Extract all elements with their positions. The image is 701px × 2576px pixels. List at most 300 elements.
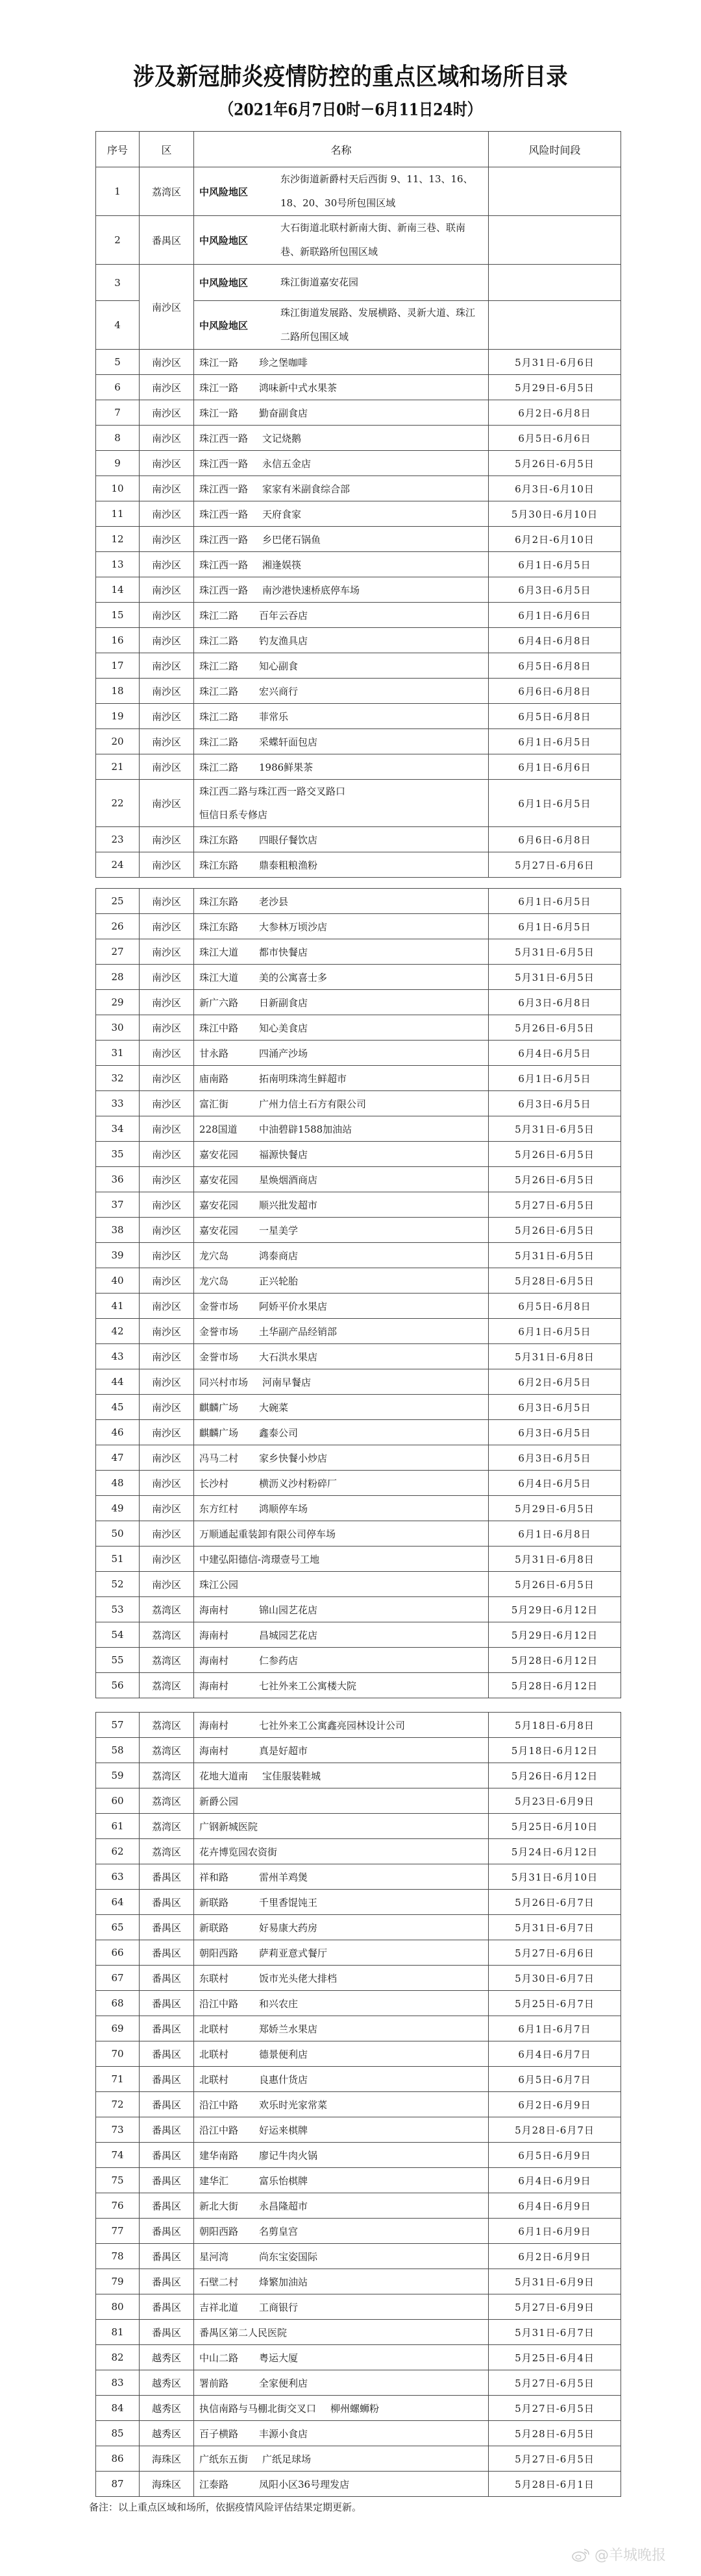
road-name: 珠江二路 xyxy=(199,736,239,748)
row-name xyxy=(194,476,489,501)
place-name: 良惠什货店 xyxy=(259,2073,308,2086)
document-subtitle: （2021年6月7日0时－6月11日24时） xyxy=(219,100,482,120)
row-name xyxy=(194,2396,489,2421)
row-district: 越秀区 xyxy=(140,2396,194,2421)
row-no: 40 xyxy=(96,1268,140,1294)
row-period: 5月29日-6月5日 xyxy=(489,375,621,400)
row-name xyxy=(194,400,489,426)
table-row xyxy=(96,476,621,501)
row-name xyxy=(194,1763,489,1788)
road-name: 麒麟广场 xyxy=(199,1426,239,1439)
row-no: 63 xyxy=(96,1864,140,1890)
table-row xyxy=(96,1915,621,1940)
table-row xyxy=(96,1839,621,1864)
row-period: 5月31日-6月7日 xyxy=(489,1915,621,1940)
road-name: 珠江二路 xyxy=(199,761,239,773)
row-period: 5月23日-6月9日 xyxy=(489,1788,621,1814)
row-name xyxy=(194,1066,489,1091)
row-period: 6月2日-6月10日 xyxy=(489,527,621,552)
place-name: 顺兴批发超市 xyxy=(259,1199,318,1211)
road-name: 珠江二路 xyxy=(199,660,239,672)
row-name xyxy=(194,1294,489,1319)
row-district: 南沙区 xyxy=(140,754,194,780)
row-district: 番禺区 xyxy=(140,1966,194,1991)
row-period: 6月5日-6月6日 xyxy=(489,426,621,451)
place-name: 四涌产沙场 xyxy=(259,1047,308,1059)
row-name xyxy=(194,729,489,754)
road-name: 珠江一路 xyxy=(199,356,239,368)
table-row xyxy=(96,1369,621,1395)
table-row xyxy=(96,426,621,451)
table-row xyxy=(96,729,621,754)
row-period xyxy=(489,216,621,265)
place-name: 乡巴佬石锅鱼 xyxy=(262,533,321,546)
row-period: 5月29日-6月5日 xyxy=(489,1496,621,1521)
road-name: 花地大道南 xyxy=(199,1770,249,1782)
row-district: 番禺区 xyxy=(140,1915,194,1940)
row-period: 6月3日-6月5日 xyxy=(489,1395,621,1420)
row-district: 南沙区 xyxy=(140,628,194,653)
header-name: 名称 xyxy=(194,132,489,167)
row-no: 7 xyxy=(96,400,140,426)
row-district: 番禺区 xyxy=(140,2320,194,2345)
place-name: 郑娇兰水果店 xyxy=(259,2023,318,2035)
row-name xyxy=(194,852,489,878)
table-row xyxy=(96,1991,621,2016)
row-period: 5月26日-6月5日 xyxy=(489,1218,621,1243)
road-name: 执信南路与马棚北街交叉口 xyxy=(199,2402,317,2414)
table-row xyxy=(96,1814,621,1839)
table-row xyxy=(96,400,621,426)
row-name xyxy=(194,1991,489,2016)
risk-level: 中风险地区 xyxy=(199,186,249,198)
place-name: 七社外来工公寓楼大院 xyxy=(259,1679,357,1692)
row-district: 南沙区 xyxy=(140,1572,194,1597)
row-no: 3 xyxy=(96,265,140,301)
place-name: 家乡快餐小炒店 xyxy=(259,1452,328,1464)
row-district: 南沙区 xyxy=(140,914,194,939)
place-name: 永昌隆超市 xyxy=(259,2200,308,2212)
row-no: 29 xyxy=(96,990,140,1015)
row-no: 84 xyxy=(96,2396,140,2421)
row-period: 5月31日-6月7日 xyxy=(489,2320,621,2345)
table-row xyxy=(96,265,621,301)
row-name xyxy=(194,501,489,527)
row-name xyxy=(194,1015,489,1041)
row-district: 南沙区 xyxy=(140,1041,194,1066)
road-name: 花卉博览园农资街 xyxy=(199,1846,278,1858)
places-table-page-1 xyxy=(95,131,621,878)
row-name xyxy=(194,1648,489,1673)
row-name xyxy=(194,1738,489,1763)
row-name xyxy=(194,1788,489,1814)
row-name xyxy=(194,1673,489,1698)
row-district: 南沙区 xyxy=(140,827,194,852)
place-name: 全家便利店 xyxy=(259,2377,308,2389)
row-no: 20 xyxy=(96,729,140,754)
row-district: 南沙区 xyxy=(140,1243,194,1268)
road-name: 长沙村 xyxy=(199,1477,229,1489)
place-name: 知心美食店 xyxy=(259,1022,308,1034)
row-name xyxy=(194,780,489,827)
table-row xyxy=(96,990,621,1015)
road-name: 珠江一路 xyxy=(199,407,239,419)
row-no: 45 xyxy=(96,1395,140,1420)
table-row xyxy=(96,1420,621,1445)
table-row xyxy=(96,1763,621,1788)
row-period: 5月31日-6月5日 xyxy=(489,1243,621,1268)
row-district: 荔湾区 xyxy=(140,1622,194,1648)
road-name: 广钢新城医院 xyxy=(199,1820,258,1833)
row-period: 6月1日-6月9日 xyxy=(489,2219,621,2244)
row-no: 54 xyxy=(96,1622,140,1648)
place-name: 富乐怡棋牌 xyxy=(259,2174,308,2187)
row-period: 5月27日-6月5日 xyxy=(489,1192,621,1218)
row-district: 南沙区 xyxy=(140,1066,194,1091)
road-name: 星河湾 xyxy=(199,2250,229,2263)
row-no: 77 xyxy=(96,2219,140,2244)
place-name: 勤奋副食店 xyxy=(259,407,308,419)
row-name xyxy=(194,1116,489,1142)
table-row xyxy=(96,2320,621,2345)
road-name: 海南村 xyxy=(199,1604,229,1616)
place-name: 家家有米副食综合部 xyxy=(262,483,350,495)
table-row xyxy=(96,1622,621,1648)
table-row xyxy=(96,552,621,577)
places-table-page-3 xyxy=(95,1712,621,2497)
place-name: 老沙县 xyxy=(259,895,289,908)
road-name: 新北大街 xyxy=(199,2200,239,2212)
row-period: 5月25日-6月7日 xyxy=(489,1991,621,2016)
row-no: 43 xyxy=(96,1344,140,1369)
row-name xyxy=(194,603,489,628)
row-district: 番禺区 xyxy=(140,1864,194,1890)
row-no: 38 xyxy=(96,1218,140,1243)
place-name: 宏兴商行 xyxy=(259,685,299,697)
row-period: 6月2日-6月8日 xyxy=(489,400,621,426)
road-name: 北联村 xyxy=(199,2048,229,2060)
place-name: 恒信日系专修店 xyxy=(199,809,268,821)
row-district: 番禺区 xyxy=(140,1991,194,2016)
row-period: 6月5日-6月9日 xyxy=(489,2143,621,2168)
row-period: 5月28日-6月1日 xyxy=(489,2472,621,2497)
row-no: 28 xyxy=(96,965,140,990)
row-district: 南沙区 xyxy=(140,451,194,476)
road-name: 嘉安花园 xyxy=(199,1224,239,1236)
row-name xyxy=(194,965,489,990)
row-period: 6月1日-6月5日 xyxy=(489,729,621,754)
row-no: 10 xyxy=(96,476,140,501)
table-row xyxy=(96,167,621,216)
table-row xyxy=(96,1864,621,1890)
table-row xyxy=(96,2193,621,2219)
row-name xyxy=(194,1496,489,1521)
row-period xyxy=(489,167,621,216)
row-name xyxy=(194,2168,489,2193)
row-name xyxy=(194,2320,489,2345)
row-district: 海珠区 xyxy=(140,2472,194,2497)
watermark-text: @羊城晚报 xyxy=(595,2547,667,2564)
row-district: 番禺区 xyxy=(140,1940,194,1966)
place-name: 粤运大厦 xyxy=(259,2352,299,2364)
row-no: 32 xyxy=(96,1066,140,1091)
row-period: 5月26日-6月5日 xyxy=(489,1572,621,1597)
row-name xyxy=(194,1344,489,1369)
place-name: 雷州羊鸡煲 xyxy=(259,1871,308,1883)
place-name: 尚东宝姿国际 xyxy=(259,2250,318,2263)
road-name: 石壁二村 xyxy=(199,2276,239,2288)
row-district: 番禺区 xyxy=(140,2294,194,2320)
row-no: 81 xyxy=(96,2320,140,2345)
row-district: 南沙区 xyxy=(140,375,194,400)
row-period: 6月1日-6月6日 xyxy=(489,603,621,628)
place-name: 柳州螺蛳粉 xyxy=(330,2402,380,2414)
row-period: 6月1日-6月5日 xyxy=(489,1319,621,1344)
table-row xyxy=(96,827,621,852)
row-district: 南沙区 xyxy=(140,1420,194,1445)
row-no: 75 xyxy=(96,2168,140,2193)
row-name xyxy=(194,216,489,265)
row-name xyxy=(194,1167,489,1192)
place-name: 大碗菜 xyxy=(259,1401,289,1414)
row-no: 39 xyxy=(96,1243,140,1268)
table-row xyxy=(96,1966,621,1991)
road-name: 嘉安花园 xyxy=(199,1148,239,1161)
row-name xyxy=(194,301,489,350)
row-name xyxy=(194,1041,489,1066)
road-name: 东联村 xyxy=(199,1972,229,1984)
row-period: 5月26日-6月7日 xyxy=(489,1890,621,1915)
row-period: 5月26日-6月12日 xyxy=(489,1763,621,1788)
row-district: 荔湾区 xyxy=(140,1673,194,1698)
row-period: 6月1日-6月5日 xyxy=(489,552,621,577)
row-no: 69 xyxy=(96,2016,140,2041)
row-district: 南沙区 xyxy=(140,476,194,501)
row-no: 34 xyxy=(96,1116,140,1142)
table-row xyxy=(96,1445,621,1471)
table-row xyxy=(96,628,621,653)
place-name: 烽繁加油站 xyxy=(259,2276,308,2288)
row-district: 南沙区 xyxy=(140,889,194,914)
row-no: 72 xyxy=(96,2092,140,2117)
row-district: 南沙区 xyxy=(140,501,194,527)
row-no: 5 xyxy=(96,350,140,375)
row-period: 5月29日-6月12日 xyxy=(489,1597,621,1622)
row-name xyxy=(194,265,489,301)
row-name xyxy=(194,2092,489,2117)
row-no: 62 xyxy=(96,1839,140,1864)
row-name xyxy=(194,1268,489,1294)
row-district: 荔湾区 xyxy=(140,1738,194,1763)
row-name xyxy=(194,527,489,552)
row-no: 16 xyxy=(96,628,140,653)
risk-area-desc: 大石街道北联村新南大街、新南三巷、联南巷、新联路所包围区域 xyxy=(280,222,466,258)
place-name: 好运来棋牌 xyxy=(259,2124,308,2136)
row-period: 6月6日-6月8日 xyxy=(489,827,621,852)
row-period: 5月28日-6月12日 xyxy=(489,1673,621,1698)
row-period: 6月2日-6月9日 xyxy=(489,2244,621,2269)
row-period: 6月3日-6月5日 xyxy=(489,1445,621,1471)
row-district: 南沙区 xyxy=(140,1192,194,1218)
road-name: 珠江东路 xyxy=(199,834,239,846)
row-district: 南沙区 xyxy=(140,939,194,965)
place-name: 永信五金店 xyxy=(262,457,312,470)
row-no: 71 xyxy=(96,2067,140,2092)
road-name: 同兴村市场 xyxy=(199,1376,249,1388)
table-row xyxy=(96,1192,621,1218)
road-name: 珠江西二路与珠江西一路交叉路口 xyxy=(199,786,346,797)
row-period: 6月2日-6月9日 xyxy=(489,2092,621,2117)
table-row xyxy=(96,1116,621,1142)
table-header-row xyxy=(96,132,621,167)
row-district: 番禺区 xyxy=(140,2269,194,2294)
row-period: 5月27日-6月5日 xyxy=(489,2446,621,2472)
row-period: 6月4日-6月7日 xyxy=(489,2041,621,2067)
row-name xyxy=(194,1915,489,1940)
row-period: 5月26日-6月5日 xyxy=(489,1142,621,1167)
row-name xyxy=(194,1890,489,1915)
table-row xyxy=(96,527,621,552)
road-name: 金誉市场 xyxy=(199,1325,239,1338)
row-district: 番禺区 xyxy=(140,2016,194,2041)
table-row xyxy=(96,1890,621,1915)
road-name: 海南村 xyxy=(199,1654,229,1667)
place-name: 欢乐时光家常菜 xyxy=(259,2099,328,2111)
place-name: 土华副产品经销部 xyxy=(259,1325,338,1338)
row-period: 5月31日-6月6日 xyxy=(489,350,621,375)
place-name: 仁参药店 xyxy=(259,1654,299,1667)
row-district: 番禺区 xyxy=(140,2193,194,2219)
row-period: 5月31日-6月10日 xyxy=(489,1864,621,1890)
table-row xyxy=(96,754,621,780)
row-period xyxy=(489,265,621,301)
road-name: 珠江中路 xyxy=(199,1022,239,1034)
place-name: 菲常乐 xyxy=(259,710,289,723)
row-name xyxy=(194,2041,489,2067)
risk-area-desc: 东沙街道新爵村天后西街 9、11、13、16、 18、20、30号所包围区域 xyxy=(280,173,473,209)
row-name xyxy=(194,754,489,780)
place-name: 和兴农庄 xyxy=(259,1997,299,2010)
table-row xyxy=(96,1597,621,1622)
row-no: 26 xyxy=(96,914,140,939)
table-row xyxy=(96,1648,621,1673)
row-no: 27 xyxy=(96,939,140,965)
row-period: 5月29日-6月12日 xyxy=(489,1622,621,1648)
road-name: 东方红村 xyxy=(199,1502,239,1515)
table-row xyxy=(96,375,621,400)
road-name: 珠江西一路 xyxy=(199,432,249,444)
row-period: 6月1日-6月7日 xyxy=(489,2016,621,2041)
row-period: 5月27日-6月9日 xyxy=(489,2294,621,2320)
row-name xyxy=(194,939,489,965)
place-name: 日新副食店 xyxy=(259,996,308,1009)
road-name: 珠江西一路 xyxy=(199,483,249,495)
row-no: 56 xyxy=(96,1673,140,1698)
row-name xyxy=(194,2446,489,2472)
row-period: 5月18日-6月8日 xyxy=(489,1713,621,1738)
row-name xyxy=(194,2067,489,2092)
row-name xyxy=(194,704,489,729)
place-name: 鸿泰商店 xyxy=(259,1249,299,1262)
risk-level: 中风险地区 xyxy=(199,319,249,331)
row-name xyxy=(194,679,489,704)
row-period: 5月27日-6月5日 xyxy=(489,2370,621,2396)
row-name xyxy=(194,2294,489,2320)
row-district: 荔湾区 xyxy=(140,1788,194,1814)
row-district: 南沙区 xyxy=(140,426,194,451)
road-name: 金誉市场 xyxy=(199,1300,239,1312)
row-district: 越秀区 xyxy=(140,2345,194,2370)
place-name: 福源快餐店 xyxy=(259,1148,308,1161)
table-row xyxy=(96,577,621,603)
row-period: 6月3日-6月10日 xyxy=(489,476,621,501)
place-name: 湘逢娱筷 xyxy=(262,559,302,571)
row-district: 南沙区 xyxy=(140,780,194,827)
road-name: 广纸东五街 xyxy=(199,2453,249,2465)
table-row xyxy=(96,1294,621,1319)
row-name xyxy=(194,1471,489,1496)
places-table-page-2 xyxy=(95,888,621,1698)
road-name: 珠江东路 xyxy=(199,895,239,908)
row-name xyxy=(194,653,489,679)
row-period: 6月4日-6月5日 xyxy=(489,1041,621,1066)
row-period: 5月18日-6月12日 xyxy=(489,1738,621,1763)
table-row xyxy=(96,603,621,628)
place-name: 正兴轮胎 xyxy=(259,1275,299,1287)
road-name: 珠江一路 xyxy=(199,381,239,394)
road-name: 朝阳西路 xyxy=(199,1947,239,1959)
row-district: 越秀区 xyxy=(140,2421,194,2446)
road-name: 珠江东路 xyxy=(199,921,239,933)
row-period: 5月31日-6月5日 xyxy=(489,1116,621,1142)
road-name: 署前路 xyxy=(199,2377,229,2389)
row-name xyxy=(194,1369,489,1395)
place-name: 鼎泰粗粮渔粉 xyxy=(259,859,318,871)
row-no: 60 xyxy=(96,1788,140,1814)
table-row xyxy=(96,216,621,265)
row-no: 42 xyxy=(96,1319,140,1344)
place-name: 廖记牛肉火锅 xyxy=(259,2149,318,2161)
row-district: 番禺区 xyxy=(140,2143,194,2168)
row-period: 6月5日-6月8日 xyxy=(489,1294,621,1319)
row-name xyxy=(194,375,489,400)
row-no: 82 xyxy=(96,2345,140,2370)
road-name: 嘉安花园 xyxy=(199,1174,239,1186)
row-name xyxy=(194,577,489,603)
row-no: 48 xyxy=(96,1471,140,1496)
row-district: 南沙区 xyxy=(140,1218,194,1243)
table-row xyxy=(96,1496,621,1521)
row-name xyxy=(194,2421,489,2446)
row-period: 5月28日-6月5日 xyxy=(489,1268,621,1294)
row-period: 6月1日-6月8日 xyxy=(489,1521,621,1547)
risk-area-desc: 珠江街道发展路、发展横路、灵新大道、珠江二路所包围区域 xyxy=(280,307,476,343)
row-period: 5月27日-6月5日 xyxy=(489,2396,621,2421)
place-name: 钓友渔具店 xyxy=(259,634,308,647)
table-row xyxy=(96,1344,621,1369)
table-row xyxy=(96,2294,621,2320)
document-title: 涉及新冠肺炎疫情防控的重点区域和场所目录 xyxy=(133,62,568,91)
row-period: 6月5日-6月8日 xyxy=(489,704,621,729)
row-name xyxy=(194,1091,489,1116)
row-period: 5月26日-6月5日 xyxy=(489,451,621,476)
row-no: 50 xyxy=(96,1521,140,1547)
row-name xyxy=(194,2219,489,2244)
row-name xyxy=(194,1243,489,1268)
row-district: 南沙区 xyxy=(140,1445,194,1471)
table-row xyxy=(96,1066,621,1091)
row-no: 70 xyxy=(96,2041,140,2067)
